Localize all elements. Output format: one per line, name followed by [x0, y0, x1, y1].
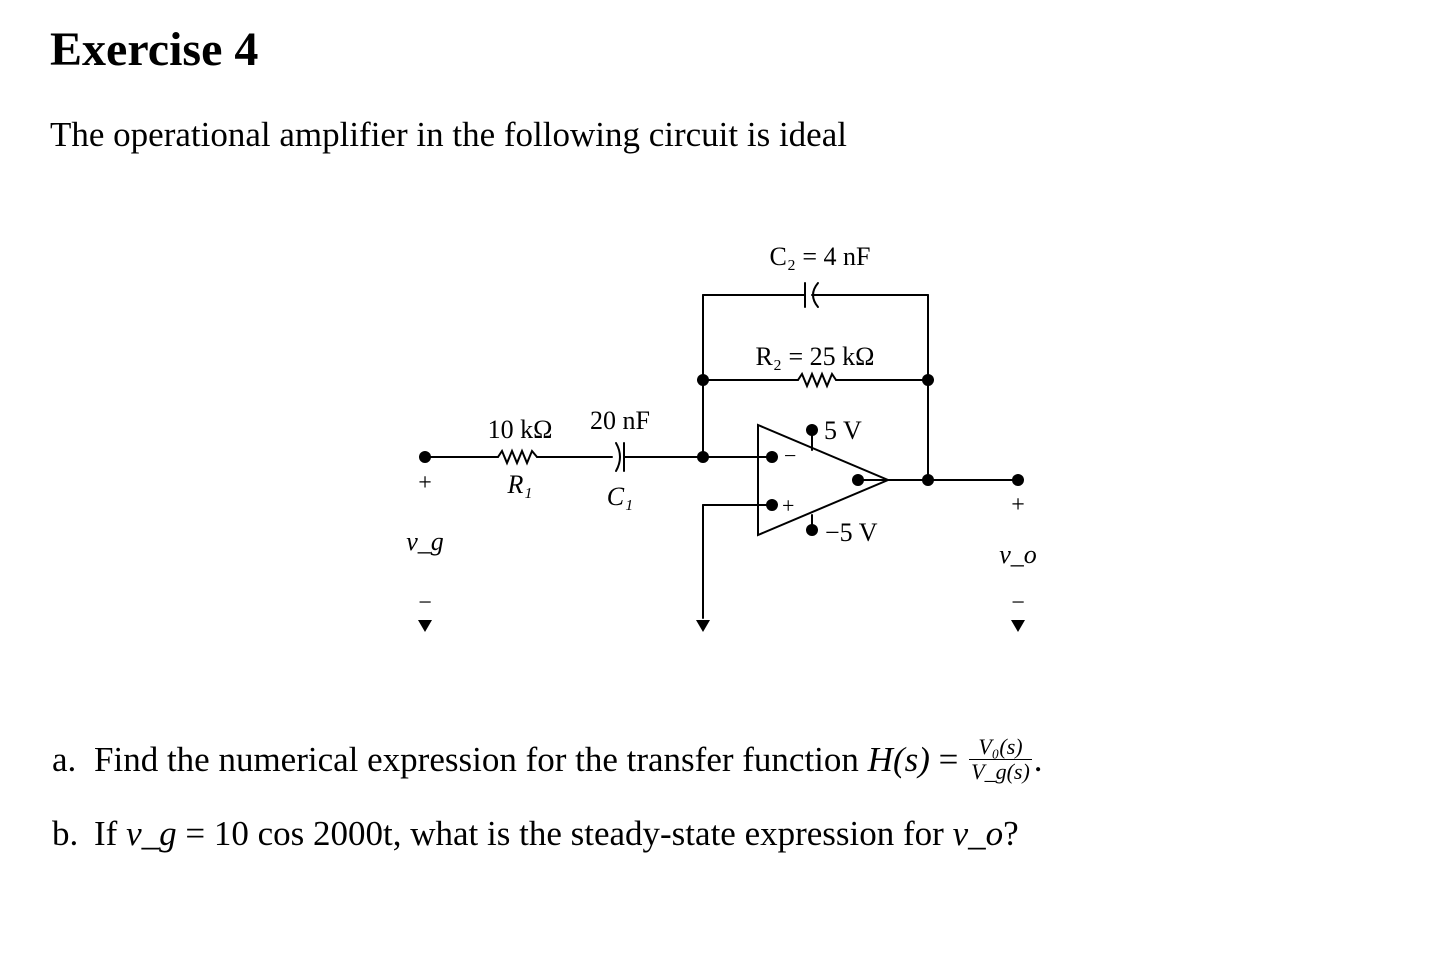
- exercise-title: Exercise 4: [50, 23, 259, 76]
- junction-node-inverting: [697, 451, 709, 463]
- vg-minus: −: [418, 590, 432, 616]
- question-a: [52, 734, 1043, 787]
- output-terminal: [1012, 474, 1024, 486]
- c2-label: C₂ = 4 nF: [769, 242, 871, 271]
- fraction-numerator: V₀(s): [969, 735, 1032, 760]
- question-a-equals: =: [938, 740, 959, 779]
- question-a-period: .: [1033, 740, 1043, 779]
- question-b-label: b.: [52, 814, 79, 853]
- question-a-label: a.: [52, 740, 77, 779]
- c1-value: 20 nF: [590, 406, 650, 435]
- vo-plus: +: [1011, 492, 1025, 518]
- question-b: [52, 812, 1019, 856]
- junction-node-output: [922, 474, 934, 486]
- inverting-input-node: [766, 451, 778, 463]
- supply-neg-label: −5 V: [825, 518, 878, 547]
- supply-pos-label: 5 V: [824, 416, 862, 445]
- question-b-expression: = 10 cos 2000t, what is the steady-state expression for: [185, 814, 944, 853]
- r2-label: R₂ = 25 kΩ: [755, 342, 875, 371]
- r1-name: R₁: [507, 470, 533, 499]
- vo-minus: −: [1011, 590, 1025, 616]
- circuit-diagram: [380, 225, 1060, 655]
- junction-node-r2-left: [697, 374, 709, 386]
- vo-ground-arrow: [1011, 620, 1025, 632]
- opamp-output-node: [852, 474, 864, 486]
- supply-neg-node: [806, 524, 818, 536]
- noninverting-input-node: [766, 499, 778, 511]
- junction-node-r2-right: [922, 374, 934, 386]
- input-terminal: [419, 451, 431, 463]
- vg-label: v_g: [406, 527, 444, 556]
- vg-plus: +: [418, 470, 432, 496]
- opamp-plus-sign: +: [782, 493, 795, 518]
- vo-variable: v_o: [952, 814, 1004, 853]
- vg-variable: v_g: [126, 814, 177, 853]
- r1-value: 10 kΩ: [487, 415, 553, 444]
- transfer-function-symbol: H(s): [867, 740, 930, 779]
- question-b-if: If: [94, 814, 118, 853]
- c1-curved-plate: [616, 443, 620, 471]
- node-ground-arrow: [696, 620, 710, 632]
- r2-resistor: [798, 374, 836, 386]
- transfer-function-fraction: [969, 735, 1032, 784]
- supply-pos-node: [806, 424, 818, 436]
- vo-label: v_o: [999, 540, 1037, 569]
- question-a-text: Find the numerical expression for the transfer function: [94, 740, 859, 779]
- opamp-minus-sign: −: [784, 443, 797, 468]
- exercise-intro: The operational amplifier in the following circuit is ideal: [50, 115, 847, 154]
- r1-resistor: [498, 451, 537, 463]
- c1-name: C₁: [606, 482, 634, 511]
- question-b-question-mark: ?: [1003, 814, 1019, 853]
- vg-ground-arrow: [418, 620, 432, 632]
- fraction-denominator: V_g(s): [971, 759, 1030, 785]
